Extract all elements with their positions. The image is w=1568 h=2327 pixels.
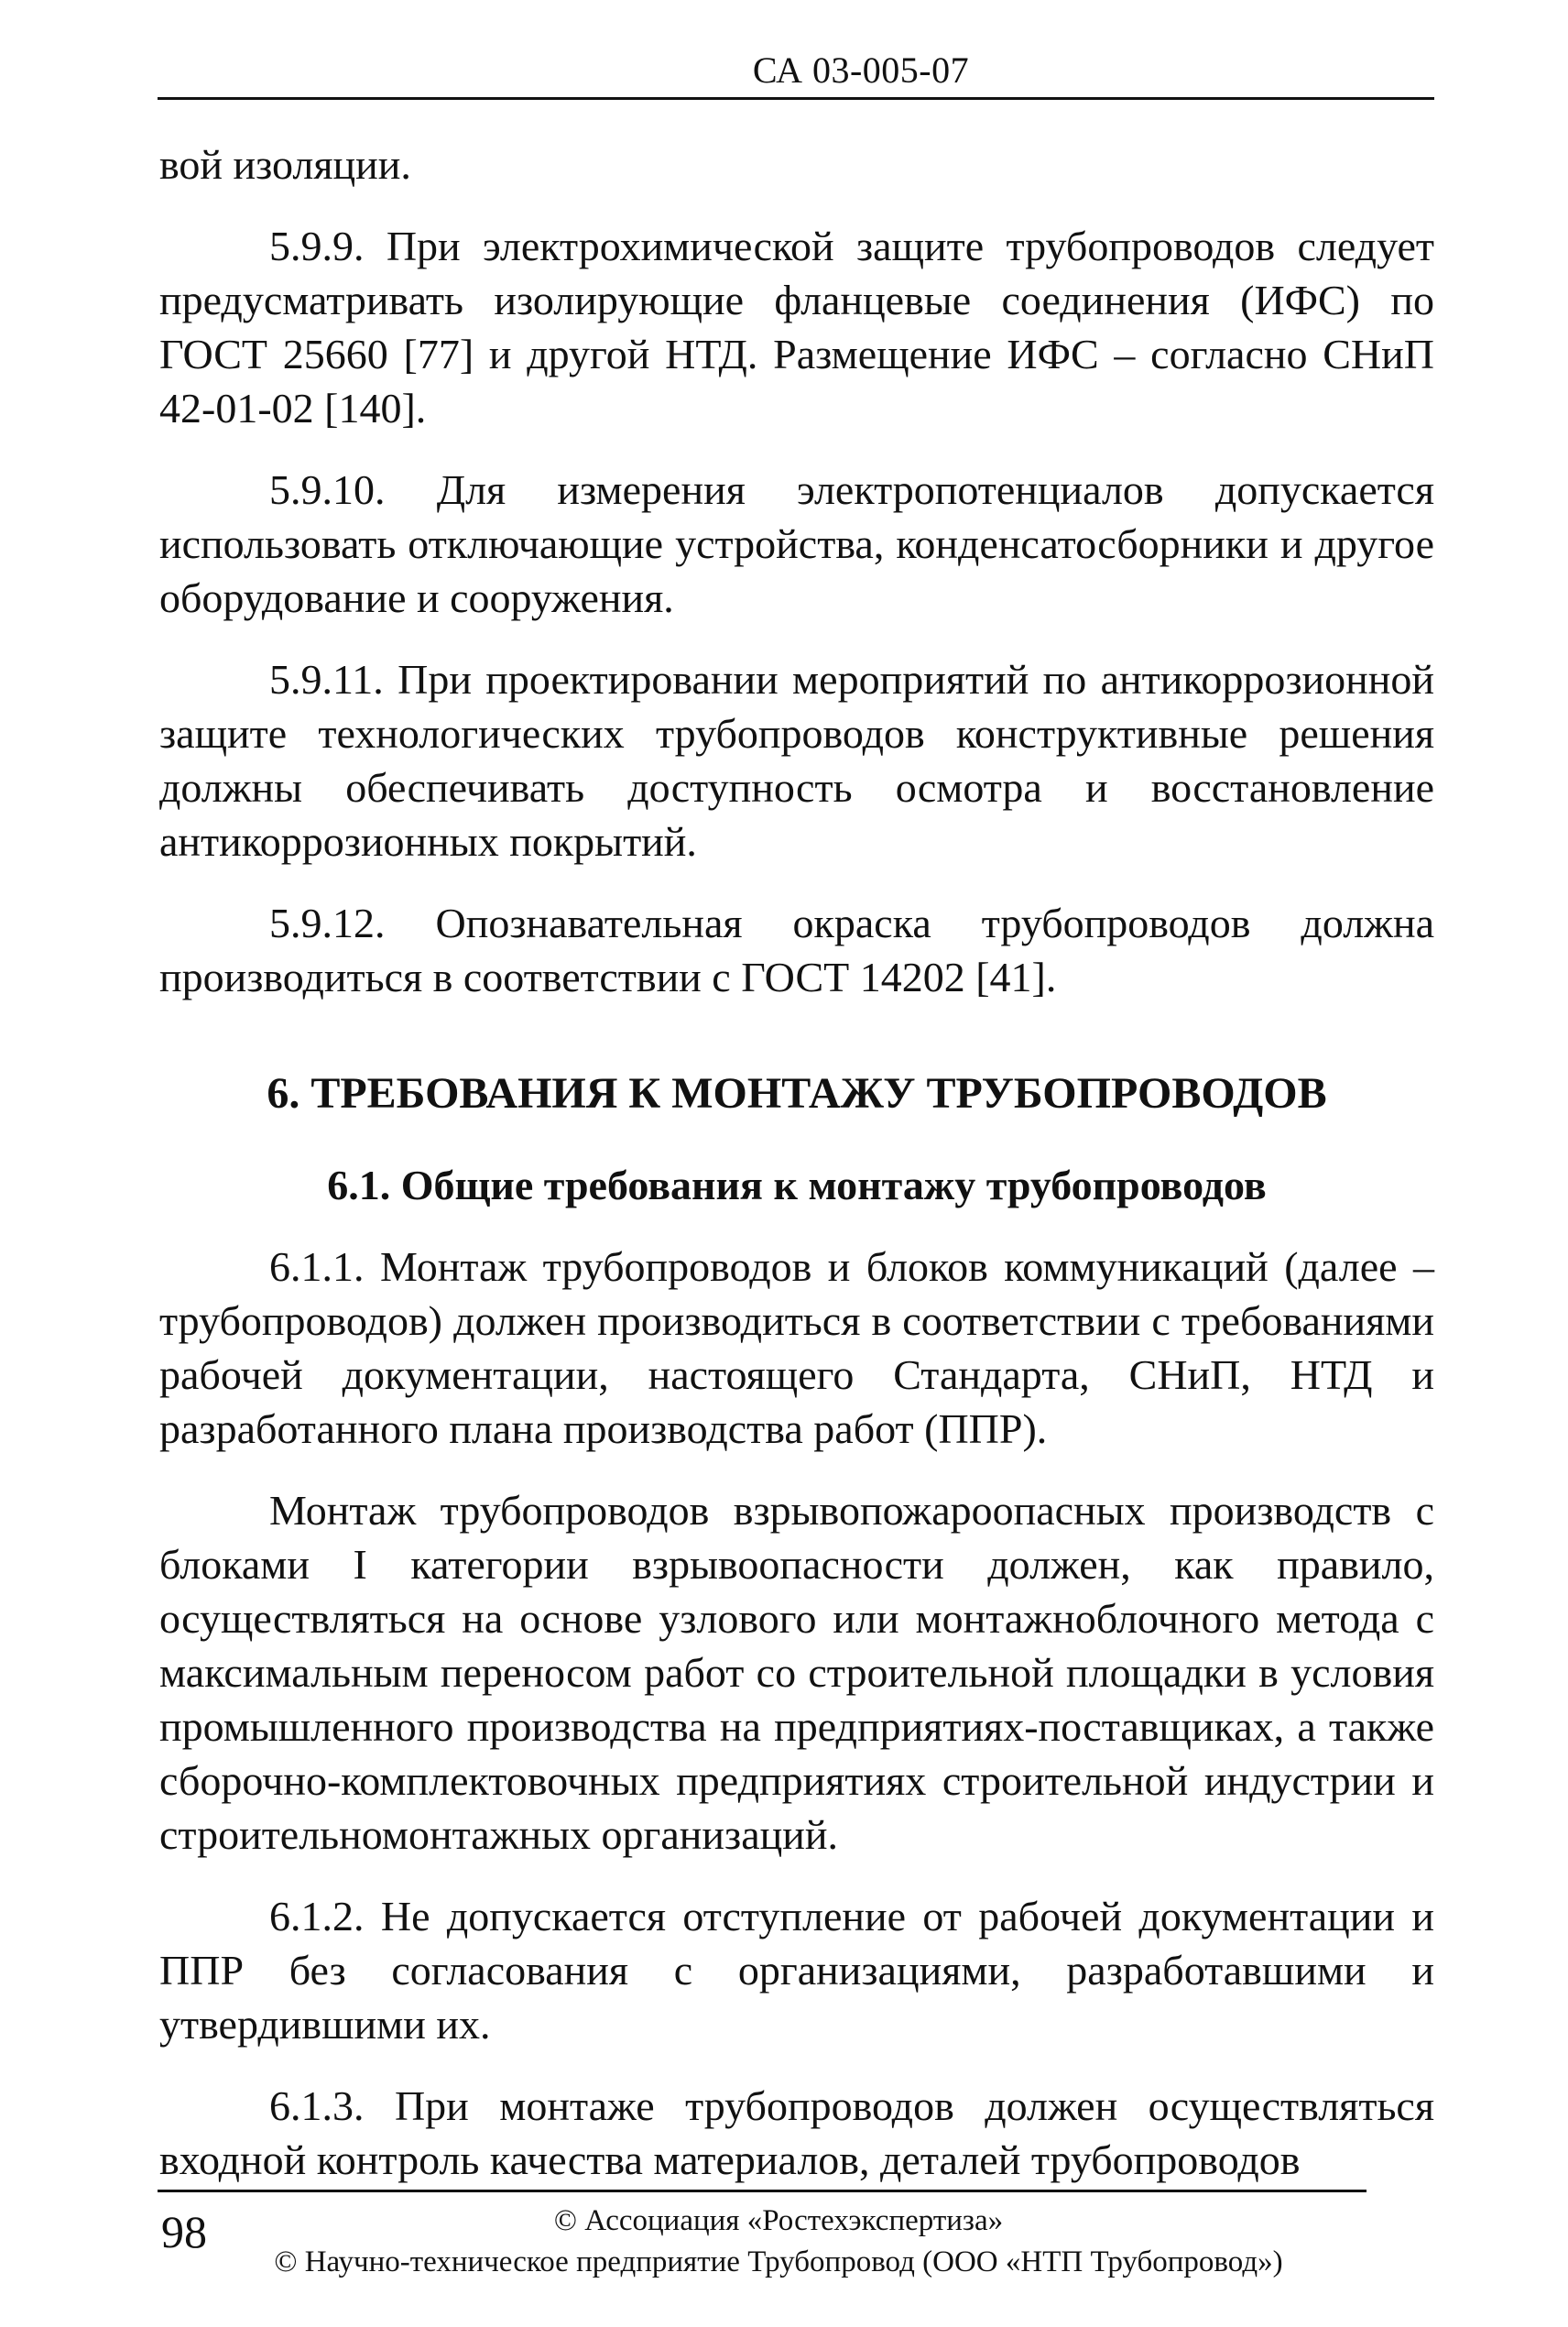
paragraph-5-9-10: 5.9.10. Для измерения электропотенциалов допускается использовать отключающие устройства, конденсатосборники и другое оборудование и сооружения. [159,466,1434,621]
paragraph-6-1-1: 6.1.1. Монтаж трубопроводов и блоков коммуникаций (далее – трубопроводов) должен производиться в соответствии с требованиями рабочей документации, настоящего Стандарта, СНиП, НТД и разработанного плана производства работ (ППР). [159,1243,1434,1452]
paragraph-montage-blocks: Монтаж трубопроводов взрывопожароопасных производств с блоками I категории взрывоопасности должен, как правило, осуществляться на основе узлового или монтажноблочного метода с максимальным переносом работ со строительной площадки в условия промышленного производства на предприятиях-поставщиках, а также сборочно-комплектовочных предприятиях строительной индустрии и строительномонтажных организаций. [159,1487,1434,1858]
section-title: 6. ТРЕБОВАНИЯ К МОНТАЖУ ТРУБОПРОВОДОВ [267,1069,1327,1118]
header-divider [158,97,1434,100]
paragraph-6-1-3: 6.1.3. При монтаже трубопроводов должен осуществляться входной контроль качества материалов, деталей трубопроводов [159,2082,1434,2183]
document-code: СА 03-005-07 [752,49,970,91]
paragraph-6-1-2: 6.1.2. Не допускается отступление от рабочей документации и ППР без согласования с организациями, разработавшими и утвердившими их. [159,1893,1434,2048]
footer-copyright [247,2201,1310,2283]
copyright-enterprise: © Научно-техническое предприятие Трубопровод (ООО «НТП Трубопровод») [274,2245,1283,2278]
copyright-association: © Ассоциация «Ростехэкспертиза» [553,2204,1004,2237]
paragraph-5-9-12: 5.9.12. Опознавательная окраска трубопроводов должна производиться в соответствии с ГОСТ 14202 [41]. [159,900,1434,1000]
page-number: 98 [161,2206,207,2257]
page-body [159,137,1434,2214]
paragraph-5-9-11: 5.9.11. При проектировании мероприятий по антикоррозионной защите технологических трубопроводов конструктивные решения должны обеспечивать доступность осмотра и восстановление антикоррозионных покрытий. [159,656,1434,865]
subsection-title: 6.1. Общие требования к монтажу трубопроводов [327,1162,1267,1208]
footer-divider [158,2190,1367,2192]
paragraph-5-9-9: 5.9.9. При электрохимической защите трубопроводов следует предусматривать изолирующие фланцевые соединения (ИФС) по ГОСТ 25660 [77] и другой НТД. Размещение ИФС – согласно СНиП 42-01-02 [140]. [159,223,1434,432]
paragraph-continuation: вой изоляции. [159,141,411,188]
